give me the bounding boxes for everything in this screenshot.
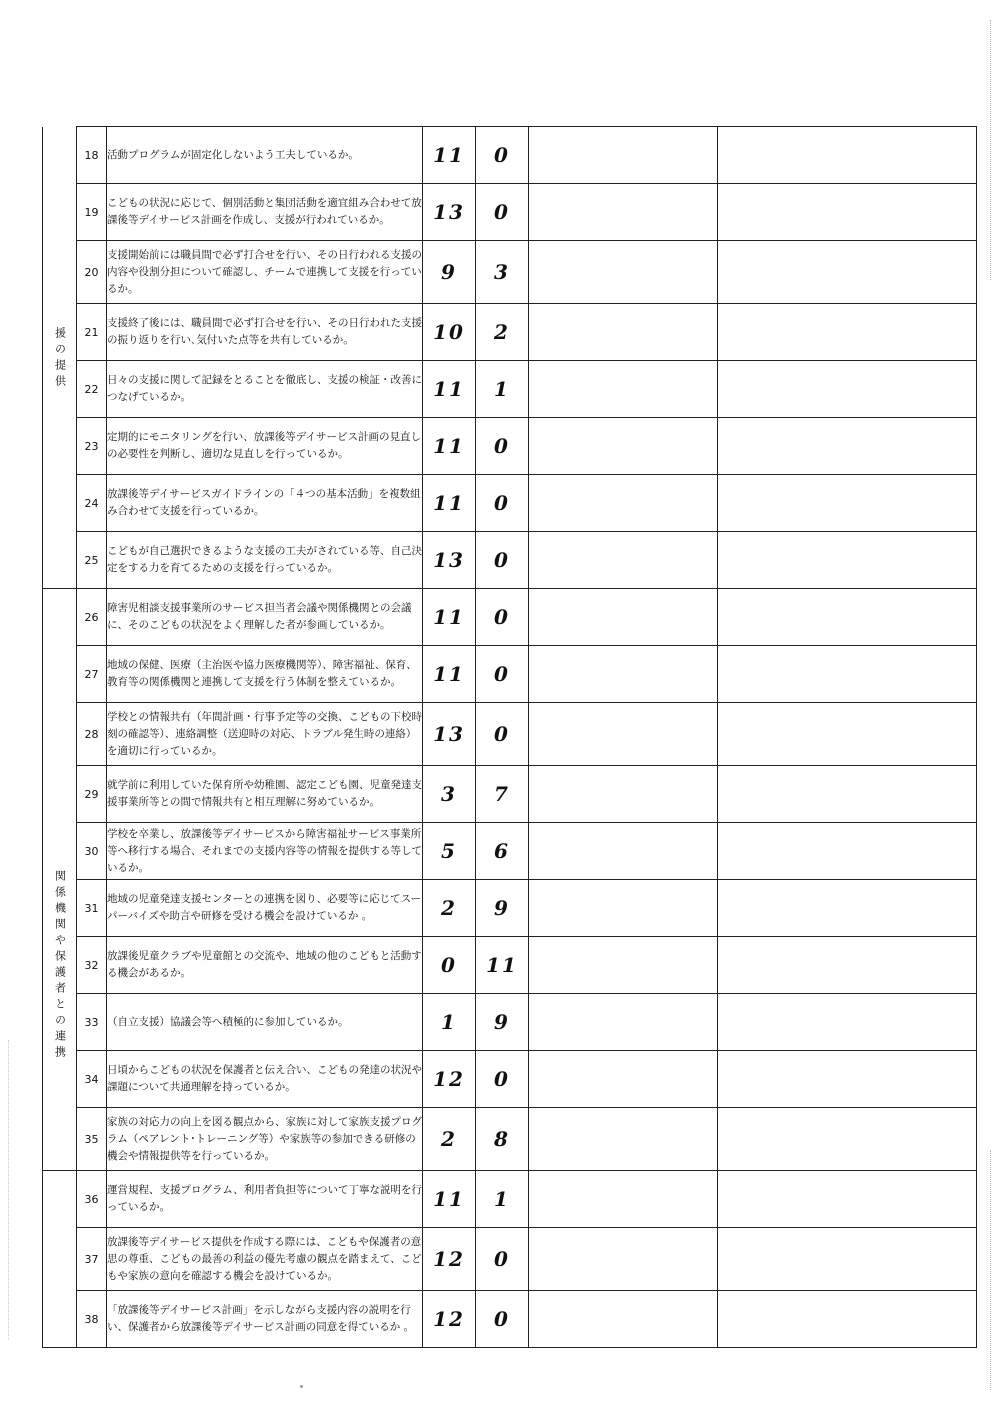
blank-cell — [718, 646, 977, 703]
table-row — [43, 589, 977, 646]
item-number: 19 — [77, 184, 107, 241]
table-row — [43, 418, 977, 475]
yes-count: 13 — [423, 532, 476, 589]
blank-cell — [529, 241, 718, 304]
yes-count: 9 — [423, 241, 476, 304]
question-text: 学校を卒業し、放課後等デイサービスから障害福祉サービス事業所等へ移行する場合、それまでの支援内容等の情報を提供する等しているか。 — [107, 823, 423, 880]
no-count: 1 — [476, 1171, 529, 1228]
scan-edge-mark — [8, 1040, 10, 1340]
blank-cell — [718, 880, 977, 937]
yes-count: 11 — [423, 1171, 476, 1228]
table-row — [43, 823, 977, 880]
table-row — [43, 304, 977, 361]
item-number: 26 — [77, 589, 107, 646]
table-row — [43, 994, 977, 1051]
question-text: 日頃からこどもの状況を保護者と伝え合い、こどもの発達の状況や課題について共通理解を持っているか。 — [107, 1051, 423, 1108]
blank-cell — [529, 823, 718, 880]
item-number: 27 — [77, 646, 107, 703]
item-number: 37 — [77, 1228, 107, 1291]
item-number: 18 — [77, 127, 107, 184]
no-count: 9 — [476, 994, 529, 1051]
blank-cell — [718, 127, 977, 184]
no-count: 1 — [476, 361, 529, 418]
blank-cell — [529, 703, 718, 766]
no-count: 0 — [476, 1051, 529, 1108]
question-text: 支援終了後には、職員間で必ず打合せを行い、その日行われた支援の振り返りを行い､気付いた点等を共有しているか。 — [107, 304, 423, 361]
blank-cell — [529, 880, 718, 937]
yes-count: 12 — [423, 1291, 476, 1348]
question-text: 「放課後等デイサービス計画」を示しながら支援内容の説明を行い、保護者から放課後等デイサービス計画の同意を得ているか 。 — [107, 1291, 423, 1348]
item-number: 38 — [77, 1291, 107, 1348]
yes-count: 12 — [423, 1228, 476, 1291]
blank-cell — [529, 1228, 718, 1291]
item-number: 36 — [77, 1171, 107, 1228]
survey-table — [42, 126, 977, 1348]
blank-cell — [718, 589, 977, 646]
question-text: 家族の対応力の向上を図る観点から、家族に対して家族支援プログラム（ペアレント･トレーニング等）や家族等の参加できる研修の機会や情報提供等を行っているか。 — [107, 1108, 423, 1171]
table-row — [43, 1228, 977, 1291]
yes-count: 11 — [423, 127, 476, 184]
table-row — [43, 532, 977, 589]
item-number: 29 — [77, 766, 107, 823]
blank-cell — [718, 1228, 977, 1291]
blank-cell — [718, 304, 977, 361]
item-number: 35 — [77, 1108, 107, 1171]
no-count: 0 — [476, 475, 529, 532]
table-row — [43, 937, 977, 994]
blank-cell — [718, 532, 977, 589]
category-cell — [43, 1171, 77, 1348]
blank-cell — [529, 589, 718, 646]
table-row — [43, 1051, 977, 1108]
blank-cell — [529, 127, 718, 184]
yes-count: 11 — [423, 418, 476, 475]
blank-cell — [718, 937, 977, 994]
yes-count: 2 — [423, 1108, 476, 1171]
blank-cell — [718, 823, 977, 880]
no-count: 6 — [476, 823, 529, 880]
blank-cell — [718, 184, 977, 241]
table-row — [43, 1291, 977, 1348]
yes-count: 11 — [423, 589, 476, 646]
item-number: 31 — [77, 880, 107, 937]
yes-count: 3 — [423, 766, 476, 823]
no-count: 2 — [476, 304, 529, 361]
category-cell — [43, 589, 77, 1171]
question-text: こどもの状況に応じて、個別活動と集団活動を適宜組み合わせて放課後等デイサービス計画を作成し、支援が行われているか。 — [107, 184, 423, 241]
no-count: 0 — [476, 127, 529, 184]
question-text: 学校との情報共有（年間計画・行事予定等の交換、こどもの下校時刻の確認等）、連絡調整（送迎時の対応、トラブル発生時の連絡）を適切に行っているか。 — [107, 703, 423, 766]
no-count: 0 — [476, 1228, 529, 1291]
question-text: 放課後等デイサービス提供を作成する際には、こどもや保護者の意思の尊重、こどもの最善の利益の優先考慮の観点を踏まえて、こどもや家族の意向を確認する機会を設けているか。 — [107, 1228, 423, 1291]
table-row — [43, 646, 977, 703]
blank-cell — [718, 241, 977, 304]
yes-count: 2 — [423, 880, 476, 937]
no-count: 0 — [476, 589, 529, 646]
blank-cell — [529, 646, 718, 703]
category-cell — [43, 127, 77, 589]
blank-cell — [529, 184, 718, 241]
no-count: 0 — [476, 1291, 529, 1348]
blank-cell — [718, 994, 977, 1051]
yes-count: 5 — [423, 823, 476, 880]
question-text: 支援開始前には職員間で必ず打合せを行い、その日行われる支援の内容や役割分担について確認し、チームで連携して支援を行っているか。 — [107, 241, 423, 304]
table-row — [43, 184, 977, 241]
blank-cell — [529, 361, 718, 418]
table-row — [43, 766, 977, 823]
table-row — [43, 361, 977, 418]
question-text: （自立支援）協議会等へ積極的に参加しているか。 — [107, 994, 423, 1051]
item-number: 21 — [77, 304, 107, 361]
question-text: 障害児相談支援事業所のサービス担当者会議や関係機関との会議に、そのこどもの状況をよく理解した者が参画しているか。 — [107, 589, 423, 646]
question-text: 定期的にモニタリングを行い、放課後等デイサービス計画の見直しの必要性を判断し、適切な見直しを行っているか。 — [107, 418, 423, 475]
blank-cell — [718, 418, 977, 475]
blank-cell — [718, 766, 977, 823]
question-text: 地域の保健、医療（主治医や協力医療機関等）、障害福祉、保育、教育等の関係機関と連携して支援を行う体制を整えているか。 — [107, 646, 423, 703]
blank-cell — [718, 1051, 977, 1108]
yes-count: 1 — [423, 994, 476, 1051]
item-number: 25 — [77, 532, 107, 589]
question-text: 日々の支援に関して記録をとることを徹底し、支援の検証・改善につなげているか。 — [107, 361, 423, 418]
no-count: 0 — [476, 703, 529, 766]
blank-cell — [718, 1171, 977, 1228]
no-count: 0 — [476, 646, 529, 703]
item-number: 34 — [77, 1051, 107, 1108]
blank-cell — [718, 1291, 977, 1348]
no-count: 0 — [476, 532, 529, 589]
category-label: 関係機関や保護者との連携 — [53, 869, 67, 1062]
yes-count: 11 — [423, 475, 476, 532]
blank-cell — [718, 1108, 977, 1171]
table-row — [43, 241, 977, 304]
item-number: 24 — [77, 475, 107, 532]
question-text: 運営規程、支援プログラム、利用者負担等について丁寧な説明を行っているか。 — [107, 1171, 423, 1228]
blank-cell — [529, 937, 718, 994]
no-count: 7 — [476, 766, 529, 823]
blank-cell — [718, 475, 977, 532]
yes-count: 13 — [423, 703, 476, 766]
no-count: 9 — [476, 880, 529, 937]
category-label: 援の提供 — [53, 327, 67, 392]
no-count: 3 — [476, 241, 529, 304]
table-row — [43, 475, 977, 532]
blank-cell — [529, 1171, 718, 1228]
blank-cell — [529, 532, 718, 589]
no-count: 0 — [476, 418, 529, 475]
blank-cell — [718, 703, 977, 766]
yes-count: 0 — [423, 937, 476, 994]
blank-cell — [529, 1291, 718, 1348]
item-number: 33 — [77, 994, 107, 1051]
yes-count: 13 — [423, 184, 476, 241]
table-row — [43, 127, 977, 184]
item-number: 22 — [77, 361, 107, 418]
question-text: こどもが自己選択できるような支援の工夫がされている等、自己決定をする力を育てるための支援を行っているか。 — [107, 532, 423, 589]
scan-speck — [300, 1385, 303, 1388]
item-number: 30 — [77, 823, 107, 880]
question-text: 放課後児童クラブや児童館との交流や、地域の他のこどもと活動する機会があるか。 — [107, 937, 423, 994]
yes-count: 11 — [423, 361, 476, 418]
no-count: 0 — [476, 184, 529, 241]
table-row — [43, 1171, 977, 1228]
question-text: 就学前に利用していた保育所や幼稚園、認定こども園、児童発達支援事業所等との間で情報共有と相互理解に努めているか。 — [107, 766, 423, 823]
item-number: 23 — [77, 418, 107, 475]
table-row — [43, 880, 977, 937]
blank-cell — [529, 475, 718, 532]
item-number: 32 — [77, 937, 107, 994]
item-number: 28 — [77, 703, 107, 766]
yes-count: 11 — [423, 646, 476, 703]
blank-cell — [718, 361, 977, 418]
blank-cell — [529, 766, 718, 823]
blank-cell — [529, 994, 718, 1051]
question-text: 地域の児童発達支援センターとの連携を図り、必要等に応じてスーパーバイズや助言や研修を受ける機会を設けているか 。 — [107, 880, 423, 937]
item-number: 20 — [77, 241, 107, 304]
blank-cell — [529, 1051, 718, 1108]
yes-count: 10 — [423, 304, 476, 361]
no-count: 8 — [476, 1108, 529, 1171]
no-count: 11 — [476, 937, 529, 994]
table-row — [43, 703, 977, 766]
blank-cell — [529, 418, 718, 475]
question-text: 活動プログラムが固定化しないよう工夫しているか。 — [107, 127, 423, 184]
blank-cell — [529, 304, 718, 361]
blank-cell — [529, 1108, 718, 1171]
scan-edge-mark — [990, 20, 992, 280]
scan-edge-mark — [990, 1150, 992, 1390]
yes-count: 12 — [423, 1051, 476, 1108]
table-row — [43, 1108, 977, 1171]
question-text: 放課後等デイサービスガイドラインの「４つの基本活動」を複数組み合わせて支援を行っているか。 — [107, 475, 423, 532]
